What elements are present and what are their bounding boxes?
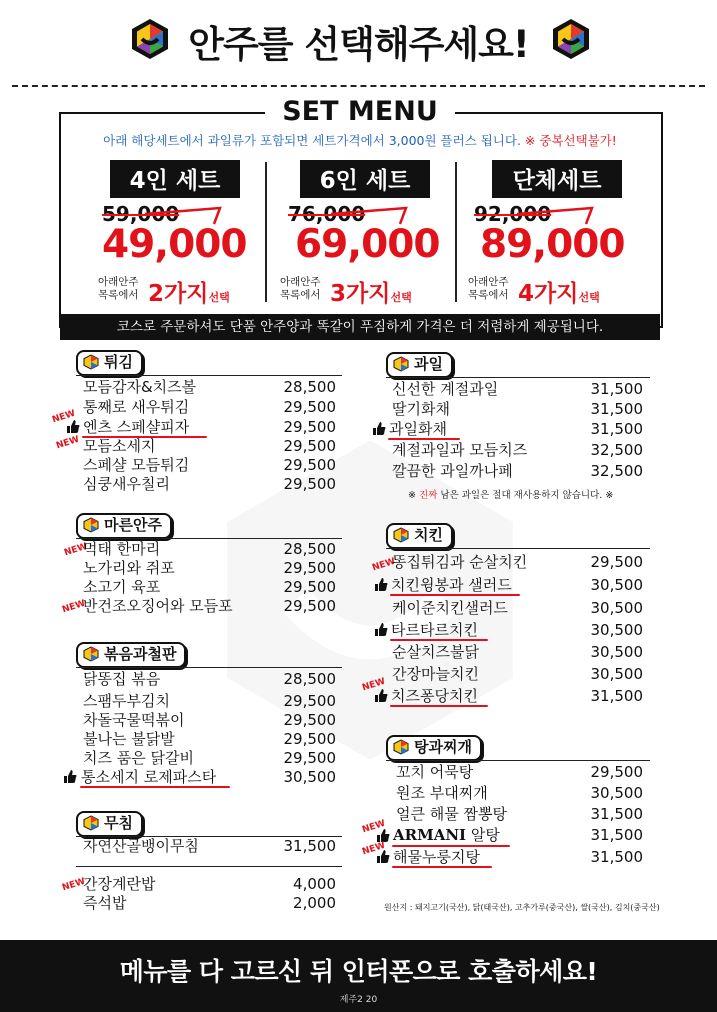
menu-item: 닭똥집 볶음 [83, 670, 161, 688]
menu-item: 즉석밥 [83, 894, 127, 912]
menu-item: 노가리와 쥐포 [83, 559, 175, 577]
category-dried [76, 513, 172, 539]
menu-price: 29,500 [590, 763, 643, 781]
header [0, 0, 717, 80]
set-choose-text: 아래안주 목록에서 [98, 276, 139, 301]
set-menu-bottom-bar: 코스로 주문하셔도 단품 안주양과 똑같이 푸짐하게 가격은 더 저렴하게 제공됩니다. [60, 314, 660, 340]
menu-item: 심쿵새우칠리 [83, 475, 170, 493]
set-old-price: 59,000 [102, 202, 180, 226]
category-salad [76, 811, 143, 837]
category-underline [386, 377, 650, 378]
category-underline [386, 760, 650, 761]
menu-price: 4,000 [293, 875, 336, 893]
menu-price: 31,500 [283, 837, 336, 855]
menu-item: 꼬치 어묵탕 [396, 763, 474, 781]
menu-price: 31,500 [590, 826, 643, 844]
category-fried [76, 350, 143, 376]
menu-price: 29,500 [283, 692, 336, 710]
category-logo-icon [83, 815, 99, 831]
set-choose-count: 3가지선택 [330, 281, 412, 307]
thumbs-up-icon [374, 622, 388, 637]
menu-item: 모듬감자&치즈볼 [83, 378, 197, 396]
category-title: 탕과찌개 [414, 738, 472, 756]
menu-item: 케이준치킨샐러드 [392, 599, 508, 617]
thumbs-up-icon [374, 577, 388, 592]
menu-price: 30,500 [590, 599, 643, 617]
menu-price: 29,500 [283, 711, 336, 729]
category-title: 볶음과철판 [104, 645, 177, 663]
menu-price: 28,500 [283, 378, 336, 396]
menu-item: 차돌국물떡볶이 [83, 711, 185, 729]
footer-code: 제주2 20 [339, 995, 378, 1005]
brand-logo-icon [549, 17, 593, 61]
menu-item: 스페샬 모듬튀김 [83, 456, 190, 474]
menu-price: 30,500 [590, 784, 643, 802]
menu-item-recommended: 타르타르치킨 [391, 621, 478, 639]
menu-item: 스팸두부김치 [83, 692, 170, 710]
set-4-person [80, 160, 270, 307]
new-badge: NEW [361, 818, 387, 836]
menu-price: 29,500 [283, 730, 336, 748]
set-group [462, 160, 652, 307]
menu-price: 2,000 [293, 894, 336, 912]
category-underline [76, 538, 342, 539]
category-logo-icon [83, 517, 99, 533]
category-stirfry [76, 642, 186, 668]
menu-item: 모듬소세지 [83, 437, 156, 455]
menu-price: 30,500 [590, 621, 643, 639]
menu-item: 신선한 계절과일 [392, 380, 499, 398]
menu-price: 29,500 [283, 456, 336, 474]
new-badge: NEW [361, 676, 387, 694]
menu-item: 반건조오징어와 모듬포 [83, 597, 233, 615]
menu-price: 31,500 [590, 687, 643, 705]
menu-price: 28,500 [283, 540, 336, 558]
menu-price: 29,500 [283, 559, 336, 577]
menu-price: 30,500 [590, 576, 643, 594]
category-logo-icon [393, 527, 409, 543]
menu-item: 계절과일과 모듬치즈 [392, 441, 528, 459]
menu-price: 29,500 [283, 475, 336, 493]
menu-item-recommended: 과일화채 [389, 420, 447, 438]
menu-price: 30,500 [590, 643, 643, 661]
category-fruit [386, 352, 453, 378]
category-title: 튀김 [104, 353, 133, 371]
new-badge: NEW [361, 840, 387, 858]
menu-item: 똥집튀김과 순살치킨 [392, 553, 528, 571]
set-new-price: 69,000 [295, 222, 440, 267]
set-name: 단체세트 [492, 160, 622, 198]
set-choose-text: 아래안주 목록에서 [468, 276, 509, 301]
set-6-person [270, 160, 460, 307]
menu-price: 31,500 [590, 400, 643, 418]
highlight-underline [392, 845, 510, 847]
category-title: 치킨 [414, 526, 443, 544]
thumbs-up-icon [374, 688, 388, 703]
menu-item-recommended: 치킨윙봉과 샐러드 [391, 576, 512, 594]
new-badge: NEW [61, 876, 87, 894]
menu-item: 원조 부대찌개 [396, 784, 488, 802]
category-chicken [386, 523, 453, 549]
new-badge: NEW [371, 556, 397, 574]
category-underline [76, 375, 342, 376]
menu-item: 먹태 한마리 [83, 540, 161, 558]
menu-price: 29,500 [283, 578, 336, 596]
category-underline [386, 548, 650, 549]
highlight-underline [390, 705, 488, 707]
category-logo-icon [83, 354, 99, 370]
menu-item: 간장마늘치킨 [392, 665, 479, 683]
set-choose-count: 4가지선택 [518, 281, 600, 307]
set-choose-text: 아래안주 목록에서 [280, 276, 321, 301]
menu-price: 29,500 [283, 418, 336, 436]
menu-price: 31,500 [590, 380, 643, 398]
menu-item-recommended: ARMANI 알탕 [393, 826, 500, 844]
highlight-underline [392, 866, 492, 868]
section-divider [76, 866, 342, 867]
new-badge: NEW [51, 408, 77, 426]
category-logo-icon [83, 646, 99, 662]
menu-item-recommended: 엔츠 스페샬피자 [83, 418, 190, 436]
footer-message: 메뉴를 다 고르신 뒤 인터폰으로 호출하세요! [119, 957, 598, 986]
thumbs-up-icon [66, 419, 80, 434]
menu-price: 29,500 [283, 749, 336, 767]
menu-price: 30,500 [590, 665, 643, 683]
menu-price: 31,500 [590, 805, 643, 823]
menu-price: 29,500 [283, 597, 336, 615]
new-badge: NEW [55, 434, 81, 452]
highlight-underline [388, 438, 460, 440]
menu-price: 32,500 [590, 462, 643, 480]
menu-item: 순살치즈불닭 [392, 643, 479, 661]
menu-price: 29,500 [283, 398, 336, 416]
set-old-price: 92,000 [474, 202, 552, 226]
menu-item: 딸기화채 [392, 400, 450, 418]
menu-item: 통째로 새우튀김 [83, 398, 190, 416]
set-menu-title: SET MENU [265, 96, 455, 127]
thumbs-up-icon [372, 421, 386, 436]
menu-item: 치즈 품은 닭갈비 [83, 749, 194, 767]
menu-item: 얼큰 해물 짬뽕탕 [396, 805, 507, 823]
category-underline [76, 667, 342, 668]
set-name: 6인 세트 [300, 160, 430, 198]
new-badge: NEW [63, 541, 89, 559]
menu-item: 불나는 불닭발 [83, 730, 175, 748]
menu-price: 29,500 [283, 437, 336, 455]
set-new-price: 49,000 [102, 222, 247, 267]
menu-price: 28,500 [283, 670, 336, 688]
menu-item: 간장계란밥 [83, 875, 156, 893]
menu-item: 소고기 육포 [83, 578, 161, 596]
page-title: 안주를 선택해주세요! [188, 23, 529, 66]
menu-price: 30,500 [283, 768, 336, 786]
set-name: 4인 세트 [110, 160, 240, 198]
highlight-underline [390, 594, 520, 596]
menu-price: 32,500 [590, 441, 643, 459]
dashed-divider [12, 85, 705, 87]
highlight-underline [390, 639, 488, 641]
menu-item-recommended: 통소세지 로제파스타 [81, 768, 217, 786]
set-choose-count: 2가지선택 [148, 281, 230, 307]
highlight-underline [80, 786, 230, 788]
menu-price: 31,500 [590, 420, 643, 438]
category-logo-icon [393, 356, 409, 372]
origin-note: 원산지 : 돼지고기(국산), 닭(태국산), 고추가루(중국산), 쌀(국산), 김치(중국산) [384, 903, 660, 912]
set-old-price: 76,000 [288, 202, 366, 226]
category-logo-icon [393, 739, 409, 755]
menu-item: 자연산골뱅이무침 [83, 837, 199, 855]
menu-price: 29,500 [590, 553, 643, 571]
menu-item-recommended: 치즈퐁당치킨 [391, 687, 478, 705]
set-menu-note: 아래 해당세트에서 과일류가 포함되면 세트가격에서 3,000원 플러스 됩니다. ※ 중복선택불가! [103, 133, 617, 148]
category-title: 무침 [104, 814, 133, 832]
category-title: 과일 [414, 355, 443, 373]
new-badge: NEW [61, 598, 87, 616]
category-stew [386, 735, 482, 761]
menu-item: 깔끔한 과일까나페 [392, 462, 513, 480]
thumbs-up-icon [376, 849, 390, 864]
set-new-price: 89,000 [480, 222, 625, 267]
category-title: 마른안주 [104, 516, 162, 534]
fruit-note: ※ 진짜 남은 과일은 절대 재사용하지 않습니다. ※ [408, 490, 614, 501]
thumbs-up-icon [63, 769, 77, 784]
menu-price: 31,500 [590, 848, 643, 866]
menu-item-recommended: 해물누룽지탕 [393, 848, 480, 866]
